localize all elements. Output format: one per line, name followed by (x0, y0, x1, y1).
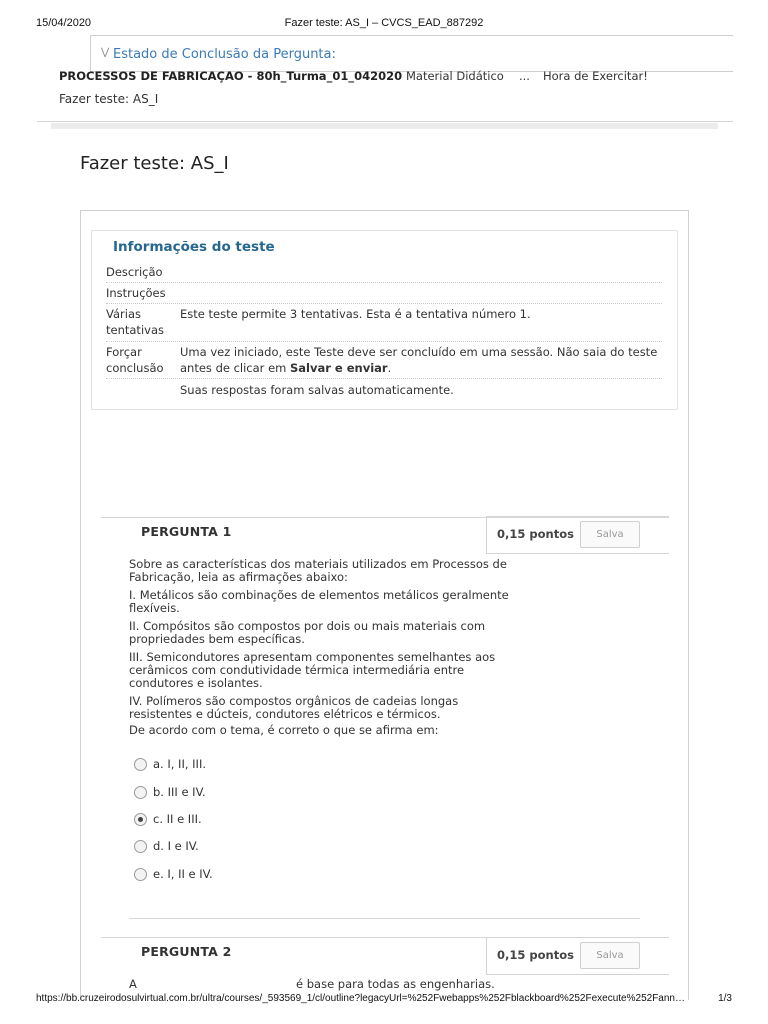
question-text-line: propriedades bem específicas. (129, 632, 305, 646)
question-text-line: III. Semicondutores apresentam componentes semelhantes aos (129, 650, 496, 664)
option-label[interactable]: b. III e IV. (153, 785, 206, 799)
option-label[interactable]: a. I, II, III. (153, 757, 206, 771)
question-text-line: cerâmicos com condutividade térmica intermediária entre (129, 663, 465, 677)
question-2-save-button[interactable]: Salva (580, 942, 640, 969)
page-title: Fazer teste: AS_I (80, 153, 229, 174)
info-value-line: Uma vez iniciado, este Teste deve ser concluído em uma sessão. Não saia do teste (180, 345, 658, 359)
question-2-title: PERGUNTA 2 (141, 944, 232, 959)
option-label[interactable]: d. I e IV. (153, 839, 199, 853)
info-label-attempts (106, 306, 164, 338)
info-row-divider (106, 282, 662, 283)
divider-band (51, 123, 718, 129)
info-label-line: conclusão (106, 361, 164, 375)
info-value-autosave: Suas respostas foram salvas automaticamente. (180, 383, 454, 397)
question-1-text (129, 558, 529, 737)
question-2-text-start: A (129, 977, 137, 991)
question-text-line: II. Compósitos são compostos por dois ou mais materiais com (129, 619, 486, 633)
question-text-line: flexíveis. (129, 601, 180, 615)
divider (37, 121, 733, 122)
info-value-line (180, 360, 670, 376)
info-label-instructions: Instruções (106, 286, 166, 300)
radio-button[interactable] (134, 868, 147, 881)
info-value-attempts: Este teste permite 3 tentativas. Esta é a tentativa número 1. (180, 307, 531, 321)
radio-button-selected[interactable] (134, 813, 147, 826)
question-completion-status[interactable] (90, 35, 733, 72)
info-value-text: antes de clicar em (180, 361, 290, 375)
info-label-line: Várias (106, 307, 141, 321)
chevron-double-down-icon: ⋁ (101, 47, 110, 58)
question-separator (129, 918, 640, 919)
breadcrumb-ellipsis[interactable]: ... (519, 69, 530, 83)
question-text-line: IV. Polímeros são compostos orgânicos de cadeias longas (129, 694, 459, 708)
question-1-title: PERGUNTA 1 (141, 524, 232, 539)
breadcrumb-material[interactable]: Material Didático (406, 69, 504, 83)
print-url: https://bb.cruzeirodosulvirtual.com.br/ultra/courses/_593569_1/cl/outline?legacyUrl=%252Fwebapps%252Fblackboard%252Fexecute%252Fann… (36, 993, 685, 1004)
test-info-title: Informações do teste (113, 239, 275, 255)
question-1-save-button[interactable]: Salva (580, 521, 640, 548)
info-label-description: Descrição (106, 265, 163, 279)
breadcrumb-current: Fazer teste: AS_I (59, 92, 159, 106)
question-text-line: condutores e isolantes. (129, 676, 263, 690)
print-page-number: 1/3 (718, 993, 732, 1004)
question-2-points: 0,15 pontos (497, 948, 574, 962)
question-2-text-end: é base para todas as engenharias. (296, 977, 495, 991)
info-value-force-completion (180, 344, 670, 376)
breadcrumb-course[interactable]: PROCESSOS DE FABRICAÇAO - 80h_Turma_01_042020 (59, 69, 403, 83)
info-label-line: tentativas (106, 323, 164, 337)
radio-button[interactable] (134, 786, 147, 799)
question-text-line: I. Metálicos são combinações de elementos metálicos geralmente (129, 588, 509, 602)
info-label-line: Forçar (106, 345, 142, 359)
print-title: Fazer teste: AS_I – CVCS_EAD_887292 (284, 17, 484, 29)
info-row-divider (106, 341, 662, 342)
question-text-line: De acordo com o tema, é correto o que se afirma em: (129, 723, 439, 737)
question-text-line: resistentes e dúcteis, condutores elétricos e térmicos. (129, 707, 441, 721)
status-label[interactable]: Estado de Conclusão da Pergunta: (113, 47, 336, 62)
info-row-divider (106, 303, 662, 304)
question-text-line: Fabricação, leia as afirmações abaixo: (129, 570, 348, 584)
save-submit-emphasis: Salvar e enviar (290, 361, 388, 375)
breadcrumb-exercise[interactable]: Hora de Exercitar! (543, 69, 648, 83)
option-label[interactable]: e. I, II e IV. (153, 867, 213, 881)
option-label[interactable]: c. II e III. (153, 812, 202, 826)
info-label-force-completion (106, 344, 164, 376)
radio-button[interactable] (134, 758, 147, 771)
print-date: 15/04/2020 (36, 17, 92, 29)
radio-button[interactable] (134, 840, 147, 853)
question-1-points: 0,15 pontos (497, 527, 574, 541)
question-text-line: Sobre as características dos materiais utilizados em Processos de (129, 557, 507, 571)
info-value-text: . (387, 361, 392, 375)
info-row-divider (106, 378, 662, 379)
